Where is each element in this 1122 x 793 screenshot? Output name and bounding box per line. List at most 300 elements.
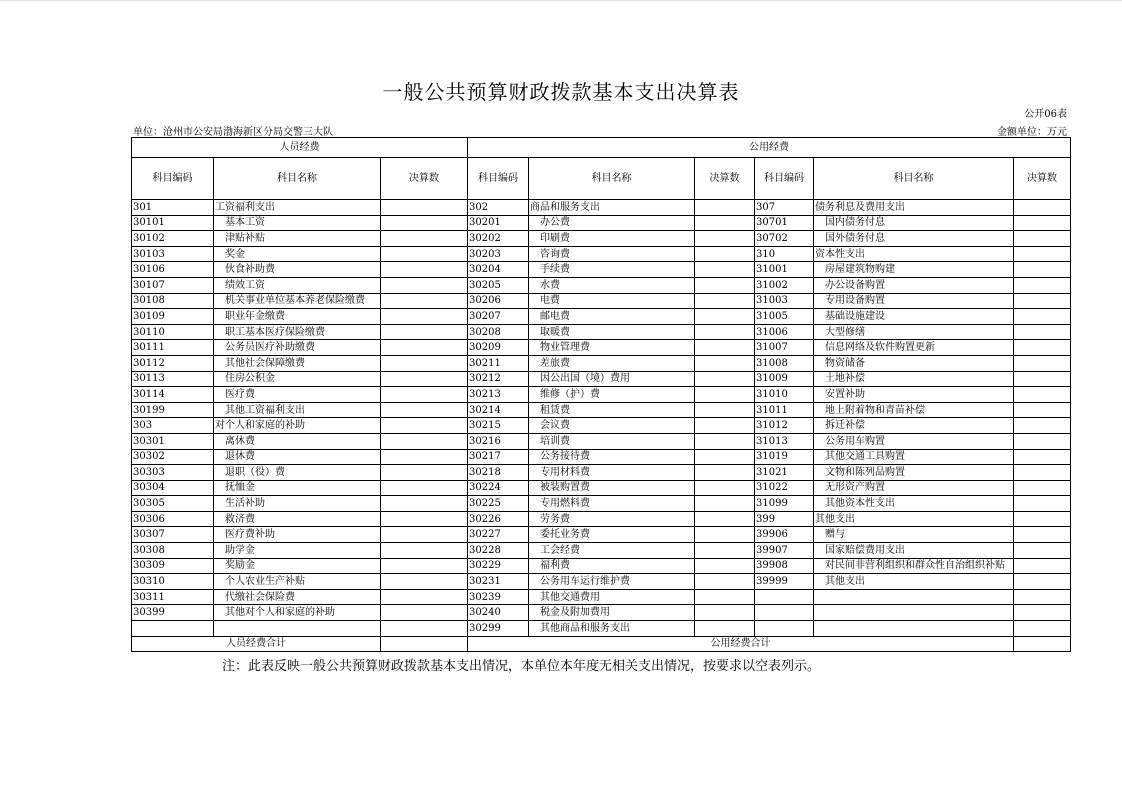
public-right-code-cell: 30701: [755, 215, 814, 231]
public-right-amount-cell: [1014, 387, 1071, 403]
personnel-name-cell: 离休费: [214, 433, 381, 449]
public-right-amount-cell: [1014, 402, 1071, 418]
public-right-amount-cell: [1014, 558, 1071, 574]
public-right-amount-cell: [1014, 465, 1071, 481]
public-left-amount-cell: [695, 355, 755, 371]
personnel-amount-cell: [381, 231, 468, 247]
public-left-amount-cell: [695, 293, 755, 309]
public-right-name-cell: 国外债务付息: [814, 231, 1014, 247]
personnel-name-cell: 绩效工资: [214, 277, 381, 293]
public-right-code-cell: 31011: [755, 402, 814, 418]
public-left-code-cell: 30231: [468, 574, 529, 590]
personnel-code-cell: 30109: [132, 309, 214, 325]
public-left-name-cell: 水费: [529, 277, 695, 293]
public-left-name-cell: 印刷费: [529, 231, 695, 247]
public-left-amount-cell: [695, 262, 755, 278]
public-right-name-cell: 物资储备: [814, 355, 1014, 371]
personnel-code-cell: 30199: [132, 402, 214, 418]
public-left-name-cell: 税金及附加费用: [529, 605, 695, 621]
personnel-total-value: [381, 636, 468, 652]
table-row: [132, 231, 1071, 247]
public-right-name-cell: 其他支出: [814, 511, 1014, 527]
personnel-code-cell: 30113: [132, 371, 214, 387]
table-row: [132, 324, 1071, 340]
public-right-name-cell: 国内债务付息: [814, 215, 1014, 231]
personnel-total-label: 人员经费合计: [132, 636, 381, 652]
public-right-name-cell: 无形资产购置: [814, 480, 1014, 496]
personnel-name-cell: 工资福利支出: [214, 200, 381, 216]
public-left-name-cell: 租赁费: [529, 402, 695, 418]
public-right-amount-cell: [1014, 621, 1071, 637]
table-row: [132, 262, 1071, 278]
public-left-amount-cell: [695, 387, 755, 403]
table-row: [132, 215, 1071, 231]
column-header-name: 科目名称: [214, 158, 381, 200]
column-header-amount: 决算数: [381, 158, 468, 200]
personnel-name-cell: 其他对个人和家庭的补助: [214, 605, 381, 621]
public-right-code-cell: 31001: [755, 262, 814, 278]
public-left-name-cell: 专用燃料费: [529, 496, 695, 512]
public-right-amount-cell: [1014, 371, 1071, 387]
table-row: [132, 589, 1071, 605]
expenditure-table: [131, 137, 1071, 652]
public-right-name-cell: 房屋建筑物购建: [814, 262, 1014, 278]
personnel-code-cell: 30303: [132, 465, 214, 481]
public-left-name-cell: 取暖费: [529, 324, 695, 340]
public-right-amount-cell: [1014, 418, 1071, 434]
group-header-public: 公用经费: [468, 138, 1071, 158]
public-left-code-cell: 30239: [468, 589, 529, 605]
personnel-name-cell: 代缴社会保险费: [214, 589, 381, 605]
public-left-name-cell: 物业管理费: [529, 340, 695, 356]
public-left-amount-cell: [695, 433, 755, 449]
public-right-code-cell: 399: [755, 511, 814, 527]
table-body: [132, 200, 1071, 637]
personnel-code-cell: 30304: [132, 480, 214, 496]
table-row: [132, 277, 1071, 293]
table-row: [132, 511, 1071, 527]
personnel-name-cell: 住房公积金: [214, 371, 381, 387]
table-row: [132, 605, 1071, 621]
group-header-personnel: 人员经费: [132, 138, 468, 158]
public-right-amount-cell: [1014, 605, 1071, 621]
personnel-amount-cell: [381, 371, 468, 387]
table-row: [132, 246, 1071, 262]
public-right-amount-cell: [1014, 433, 1071, 449]
personnel-code-cell: 30107: [132, 277, 214, 293]
public-left-amount-cell: [695, 480, 755, 496]
personnel-name-cell: 退休费: [214, 449, 381, 465]
personnel-name-cell: 奖励金: [214, 558, 381, 574]
public-left-code-cell: 302: [468, 200, 529, 216]
personnel-name-cell: 个人农业生产补贴: [214, 574, 381, 590]
public-right-code-cell: 31003: [755, 293, 814, 309]
public-right-code-cell: [755, 605, 814, 621]
personnel-name-cell: [214, 621, 381, 637]
public-right-name-cell: 信息网络及软件购置更新: [814, 340, 1014, 356]
public-right-name-cell: 拆迁补偿: [814, 418, 1014, 434]
table-row: [132, 433, 1071, 449]
public-left-code-cell: 30202: [468, 231, 529, 247]
public-right-name-cell: 其他支出: [814, 574, 1014, 590]
public-left-code-cell: 30215: [468, 418, 529, 434]
public-right-name-cell: 办公设备购置: [814, 277, 1014, 293]
public-right-code-cell: 39907: [755, 543, 814, 559]
personnel-name-cell: 退职（役）费: [214, 465, 381, 481]
public-right-code-cell: 31007: [755, 340, 814, 356]
public-right-code-cell: 39906: [755, 527, 814, 543]
public-left-code-cell: 30207: [468, 309, 529, 325]
public-right-name-cell: 赠与: [814, 527, 1014, 543]
public-right-name-cell: [814, 621, 1014, 637]
public-left-name-cell: 被装购置费: [529, 480, 695, 496]
public-left-amount-cell: [695, 215, 755, 231]
personnel-code-cell: 301: [132, 200, 214, 216]
personnel-name-cell: 机关事业单位基本养老保险缴费: [214, 293, 381, 309]
column-header-name: 科目名称: [529, 158, 695, 200]
public-left-code-cell: 30240: [468, 605, 529, 621]
public-left-amount-cell: [695, 324, 755, 340]
public-left-code-cell: 30214: [468, 402, 529, 418]
public-left-code-cell: 30204: [468, 262, 529, 278]
personnel-code-cell: [132, 621, 214, 637]
public-left-amount-cell: [695, 574, 755, 590]
public-left-name-cell: 福利费: [529, 558, 695, 574]
personnel-amount-cell: [381, 355, 468, 371]
public-right-code-cell: 310: [755, 246, 814, 262]
table-row: [132, 480, 1071, 496]
public-right-name-cell: [814, 605, 1014, 621]
public-right-code-cell: [755, 589, 814, 605]
public-left-name-cell: 其他商品和服务支出: [529, 621, 695, 637]
table-row: [132, 340, 1071, 356]
table-row: [132, 418, 1071, 434]
personnel-amount-cell: [381, 309, 468, 325]
public-right-name-cell: 债务利息及费用支出: [814, 200, 1014, 216]
public-left-name-cell: 商品和服务支出: [529, 200, 695, 216]
personnel-amount-cell: [381, 324, 468, 340]
public-left-name-cell: 公务接待费: [529, 449, 695, 465]
personnel-amount-cell: [381, 480, 468, 496]
personnel-amount-cell: [381, 340, 468, 356]
public-right-name-cell: 对民间非营利组织和群众性自治组织补贴: [814, 558, 1014, 574]
table-row: [132, 543, 1071, 559]
public-right-amount-cell: [1014, 527, 1071, 543]
table-row: [132, 465, 1071, 481]
personnel-code-cell: 30311: [132, 589, 214, 605]
public-left-amount-cell: [695, 418, 755, 434]
personnel-name-cell: 公务员医疗补助缴费: [214, 340, 381, 356]
public-right-code-cell: 31019: [755, 449, 814, 465]
public-left-code-cell: 30224: [468, 480, 529, 496]
column-header-row: [132, 158, 1071, 200]
personnel-code-cell: 303: [132, 418, 214, 434]
public-right-name-cell: 资本性支出: [814, 246, 1014, 262]
public-right-code-cell: 31002: [755, 277, 814, 293]
personnel-code-cell: 30308: [132, 543, 214, 559]
personnel-code-cell: 30106: [132, 262, 214, 278]
public-left-name-cell: 公务用车运行维护费: [529, 574, 695, 590]
public-left-name-cell: 劳务费: [529, 511, 695, 527]
column-header-amount: 决算数: [1014, 158, 1071, 200]
public-left-name-cell: 会议费: [529, 418, 695, 434]
personnel-name-cell: 抚恤金: [214, 480, 381, 496]
public-left-amount-cell: [695, 200, 755, 216]
public-left-code-cell: 30226: [468, 511, 529, 527]
column-header-code: 科目编码: [755, 158, 814, 200]
public-right-code-cell: 31006: [755, 324, 814, 340]
personnel-amount-cell: [381, 605, 468, 621]
public-left-name-cell: 委托业务费: [529, 527, 695, 543]
public-right-code-cell: 31008: [755, 355, 814, 371]
public-right-amount-cell: [1014, 324, 1071, 340]
public-left-amount-cell: [695, 589, 755, 605]
public-right-code-cell: 31022: [755, 480, 814, 496]
public-left-name-cell: 差旅费: [529, 355, 695, 371]
personnel-code-cell: 30307: [132, 527, 214, 543]
personnel-amount-cell: [381, 621, 468, 637]
public-left-amount-cell: [695, 371, 755, 387]
page-title: 一般公共预算财政拨款基本支出决算表: [382, 80, 740, 104]
personnel-code-cell: 30399: [132, 605, 214, 621]
table-row: [132, 496, 1071, 512]
public-left-amount-cell: [695, 231, 755, 247]
table-row: [132, 200, 1071, 216]
personnel-code-cell: 30112: [132, 355, 214, 371]
public-left-code-cell: 30228: [468, 543, 529, 559]
public-left-amount-cell: [695, 605, 755, 621]
public-left-code-cell: 30211: [468, 355, 529, 371]
public-left-amount-cell: [695, 543, 755, 559]
personnel-name-cell: 基本工资: [214, 215, 381, 231]
unit-label: 单位：沧州市公安局渤海新区分局交警三大队: [133, 127, 333, 138]
personnel-amount-cell: [381, 402, 468, 418]
public-right-code-cell: 31013: [755, 433, 814, 449]
public-left-code-cell: 30216: [468, 433, 529, 449]
personnel-code-cell: 30102: [132, 231, 214, 247]
personnel-amount-cell: [381, 200, 468, 216]
column-header-name: 科目名称: [814, 158, 1014, 200]
public-right-code-cell: 39908: [755, 558, 814, 574]
public-right-amount-cell: [1014, 511, 1071, 527]
public-left-code-cell: 30206: [468, 293, 529, 309]
personnel-amount-cell: [381, 215, 468, 231]
public-left-name-cell: 维修（护）费: [529, 387, 695, 403]
public-left-name-cell: 因公出国（境）费用: [529, 371, 695, 387]
personnel-name-cell: 其他社会保障缴费: [214, 355, 381, 371]
public-left-amount-cell: [695, 621, 755, 637]
personnel-code-cell: 30111: [132, 340, 214, 356]
table-row: [132, 371, 1071, 387]
page-top-border: [0, 0, 1122, 1]
public-right-amount-cell: [1014, 574, 1071, 590]
public-left-code-cell: 30227: [468, 527, 529, 543]
total-row: [132, 636, 1071, 652]
personnel-name-cell: 医疗费: [214, 387, 381, 403]
table-row: [132, 293, 1071, 309]
public-right-name-cell: 土地补偿: [814, 371, 1014, 387]
form-number: 公开06表: [1024, 109, 1067, 120]
public-left-code-cell: 30212: [468, 371, 529, 387]
public-left-name-cell: 其他交通费用: [529, 589, 695, 605]
public-left-amount-cell: [695, 511, 755, 527]
public-total-value: [1014, 636, 1071, 652]
public-left-name-cell: 电费: [529, 293, 695, 309]
personnel-name-cell: 助学金: [214, 543, 381, 559]
personnel-amount-cell: [381, 433, 468, 449]
personnel-code-cell: 30305: [132, 496, 214, 512]
public-right-code-cell: 39999: [755, 574, 814, 590]
public-left-name-cell: 专用材料费: [529, 465, 695, 481]
public-left-name-cell: 培训费: [529, 433, 695, 449]
personnel-code-cell: 30306: [132, 511, 214, 527]
public-right-amount-cell: [1014, 200, 1071, 216]
personnel-amount-cell: [381, 387, 468, 403]
public-left-code-cell: 30225: [468, 496, 529, 512]
public-right-code-cell: 31009: [755, 371, 814, 387]
table-row: [132, 355, 1071, 371]
personnel-name-cell: 其他工资福利支出: [214, 402, 381, 418]
public-left-code-cell: 30205: [468, 277, 529, 293]
public-right-code-cell: 31005: [755, 309, 814, 325]
personnel-amount-cell: [381, 246, 468, 262]
public-left-code-cell: 30208: [468, 324, 529, 340]
public-left-name-cell: 咨询费: [529, 246, 695, 262]
personnel-amount-cell: [381, 465, 468, 481]
personnel-amount-cell: [381, 277, 468, 293]
personnel-name-cell: 救济费: [214, 511, 381, 527]
public-right-name-cell: 基础设施建设: [814, 309, 1014, 325]
public-left-amount-cell: [695, 402, 755, 418]
group-header-row: [132, 138, 1071, 158]
table-row: [132, 449, 1071, 465]
personnel-amount-cell: [381, 558, 468, 574]
personnel-code-cell: 30101: [132, 215, 214, 231]
personnel-amount-cell: [381, 511, 468, 527]
personnel-name-cell: 伙食补助费: [214, 262, 381, 278]
table-row: [132, 527, 1071, 543]
public-right-code-cell: 31021: [755, 465, 814, 481]
public-left-amount-cell: [695, 309, 755, 325]
table-row: [132, 558, 1071, 574]
public-left-code-cell: 30203: [468, 246, 529, 262]
public-left-amount-cell: [695, 558, 755, 574]
public-left-amount-cell: [695, 527, 755, 543]
public-right-amount-cell: [1014, 246, 1071, 262]
public-right-name-cell: 安置补助: [814, 387, 1014, 403]
public-right-amount-cell: [1014, 293, 1071, 309]
public-right-amount-cell: [1014, 589, 1071, 605]
personnel-amount-cell: [381, 589, 468, 605]
personnel-code-cell: 30114: [132, 387, 214, 403]
public-left-code-cell: 30229: [468, 558, 529, 574]
public-right-amount-cell: [1014, 355, 1071, 371]
public-right-amount-cell: [1014, 309, 1071, 325]
column-header-amount: 决算数: [695, 158, 755, 200]
public-right-code-cell: 307: [755, 200, 814, 216]
public-right-name-cell: 国家赔偿费用支出: [814, 543, 1014, 559]
public-right-name-cell: 文物和陈列品购置: [814, 465, 1014, 481]
public-right-amount-cell: [1014, 449, 1071, 465]
public-right-amount-cell: [1014, 480, 1071, 496]
personnel-code-cell: 30103: [132, 246, 214, 262]
personnel-name-cell: 津贴补贴: [214, 231, 381, 247]
public-left-code-cell: 30218: [468, 465, 529, 481]
table-row: [132, 621, 1071, 637]
personnel-amount-cell: [381, 574, 468, 590]
personnel-name-cell: 职工基本医疗保险缴费: [214, 324, 381, 340]
personnel-name-cell: 对个人和家庭的补助: [214, 418, 381, 434]
personnel-code-cell: 30310: [132, 574, 214, 590]
public-right-amount-cell: [1014, 340, 1071, 356]
personnel-name-cell: 奖金: [214, 246, 381, 262]
public-right-amount-cell: [1014, 215, 1071, 231]
public-right-name-cell: 地上附着物和青苗补偿: [814, 402, 1014, 418]
amount-unit-label: 金额单位：万元: [997, 127, 1067, 138]
public-right-name-cell: [814, 589, 1014, 605]
public-right-amount-cell: [1014, 496, 1071, 512]
public-right-amount-cell: [1014, 262, 1071, 278]
public-left-name-cell: 邮电费: [529, 309, 695, 325]
public-left-code-cell: 30209: [468, 340, 529, 356]
public-left-amount-cell: [695, 465, 755, 481]
personnel-amount-cell: [381, 543, 468, 559]
personnel-amount-cell: [381, 418, 468, 434]
public-total-label: 公用经费合计: [468, 636, 1014, 652]
personnel-amount-cell: [381, 527, 468, 543]
public-right-amount-cell: [1014, 231, 1071, 247]
table-row: [132, 387, 1071, 403]
public-right-code-cell: 30702: [755, 231, 814, 247]
personnel-name-cell: 医疗费补助: [214, 527, 381, 543]
public-left-amount-cell: [695, 246, 755, 262]
personnel-code-cell: 30110: [132, 324, 214, 340]
column-header-code: 科目编码: [468, 158, 529, 200]
public-left-name-cell: 办公费: [529, 215, 695, 231]
public-right-name-cell: 其他交通工具购置: [814, 449, 1014, 465]
public-right-code-cell: 31012: [755, 418, 814, 434]
personnel-amount-cell: [381, 449, 468, 465]
footnote: 注：此表反映一般公共预算财政拨款基本支出情况，本单位本年度无相关支出情况，按要求以空表列示。: [222, 659, 821, 674]
public-left-name-cell: 手续费: [529, 262, 695, 278]
public-left-name-cell: 工会经费: [529, 543, 695, 559]
public-left-code-cell: 30299: [468, 621, 529, 637]
personnel-amount-cell: [381, 262, 468, 278]
column-header-code: 科目编码: [132, 158, 214, 200]
public-right-code-cell: 31099: [755, 496, 814, 512]
public-left-code-cell: 30201: [468, 215, 529, 231]
personnel-name-cell: 生活补助: [214, 496, 381, 512]
public-left-amount-cell: [695, 496, 755, 512]
personnel-name-cell: 职业年金缴费: [214, 309, 381, 325]
public-left-code-cell: 30217: [468, 449, 529, 465]
personnel-code-cell: 30108: [132, 293, 214, 309]
public-right-code-cell: [755, 621, 814, 637]
public-right-code-cell: 31010: [755, 387, 814, 403]
public-right-amount-cell: [1014, 277, 1071, 293]
public-left-code-cell: 30213: [468, 387, 529, 403]
table-row: [132, 574, 1071, 590]
personnel-code-cell: 30309: [132, 558, 214, 574]
public-left-amount-cell: [695, 340, 755, 356]
personnel-amount-cell: [381, 496, 468, 512]
public-left-amount-cell: [695, 277, 755, 293]
personnel-code-cell: 30302: [132, 449, 214, 465]
table-row: [132, 309, 1071, 325]
personnel-code-cell: 30301: [132, 433, 214, 449]
public-right-name-cell: 专用设备购置: [814, 293, 1014, 309]
public-right-name-cell: 大型修缮: [814, 324, 1014, 340]
